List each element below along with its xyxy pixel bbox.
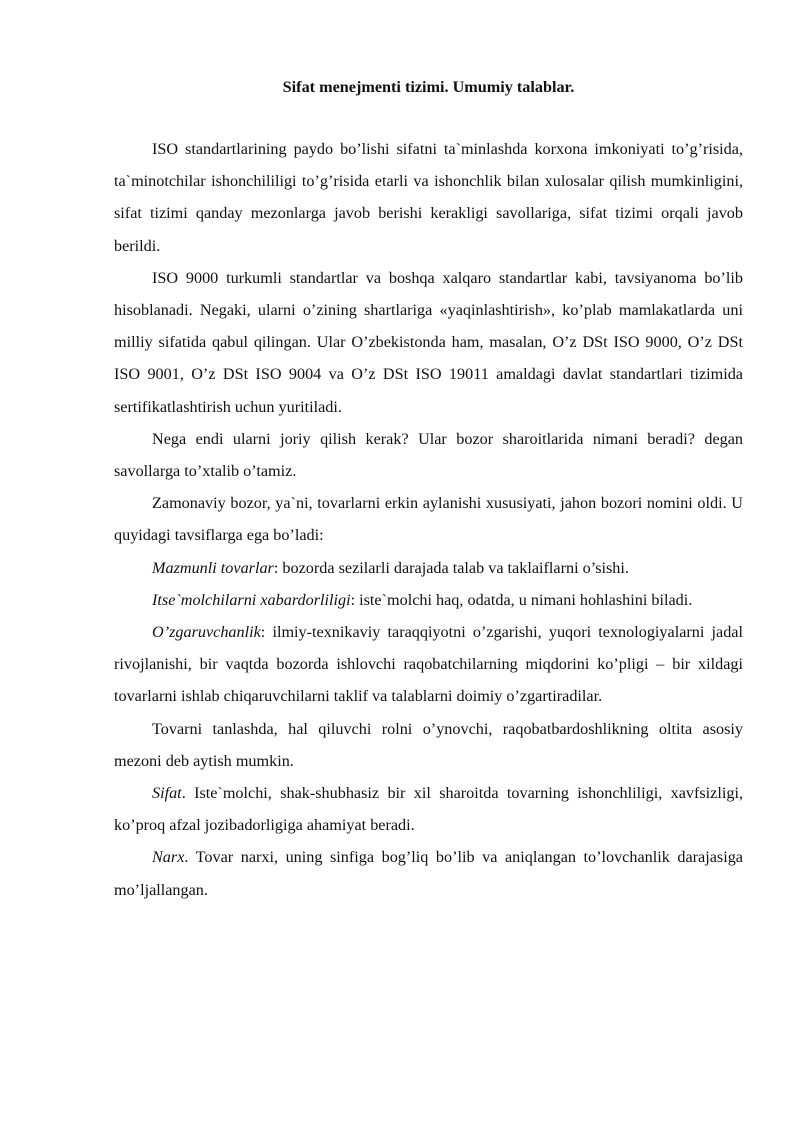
paragraph — [114, 133, 743, 262]
paragraph — [114, 487, 743, 551]
paragraph-text: : bozorda sezilarli darajada talab va taklaiflarni o’sishi. — [273, 558, 629, 577]
paragraph — [114, 713, 743, 777]
paragraph — [114, 777, 743, 841]
paragraph-text: . Iste`molchi, shak-shubhasiz bir xil sharoitda tovarning ishonchliligi, xavfsizligi, ko’proq afzal jozibadorligiga ahamiyat beradi. — [114, 784, 743, 835]
paragraph-text: Tovarni tanlashda, hal qiluvchi rolni o’ynovchi, raqobatbardoshlikning oltita asosiy mezoni deb aytish mumkin. — [114, 719, 743, 770]
paragraph — [114, 262, 743, 423]
italic-term: O’zgaruvchanlik — [152, 623, 261, 642]
paragraph — [114, 584, 743, 616]
italic-term: Sifat — [152, 784, 182, 803]
document-title: Sifat menejmenti tizimi. Umumiy talablar. — [282, 78, 575, 96]
paragraph-text: : ilmiy-texnikaviy taraqqiyotni o’zgarishi, yuqori texnologiyalarni jadal rivojlanishi, bir vaqtda bozorda ishlovchi raqobatchilarning miqdorini ko’pligi – bir xildagi tovarlarni ishlab chiqaruvchilarni taklif va talablarni doimiy o’zgartiradilar. — [114, 623, 743, 706]
italic-term: Mazmunli tovarlar — [152, 558, 274, 577]
paragraph-text: . Tovar narxi, uning sinfiga bog’liq bo’lib va aniqlangan to’lovchanlik darajasiga mo’ljallangan. — [114, 848, 743, 899]
italic-term: Narx — [152, 848, 185, 867]
paragraph-text: ISO 9000 turkumli standartlar va boshqa xalqaro standartlar kabi, tavsiyanoma bo’lib hisoblanadi. Negaki, ularni o’zining shartlariga «yaqinlashtirish», ko’plab mamlakatlarda uni milliy sifatida qabul qilingan. Ular O’zbekistonda ham, masalan, O’z DSt ISO 9000, O’z DSt ISO 9001, O’z DSt ISO 9004 va O’z DSt ISO 19011 amaldagi davlat standartlari tizimida sertifikatlashtirish uchun yuritiladi. — [114, 268, 743, 416]
paragraph-text: Zamonaviy bozor, ya`ni, tovarlarni erkin aylanishi xususiyati, jahon bozori nomini oldi. U quyidagi tavsiflarga ega bo’ladi: — [114, 494, 743, 545]
paragraph — [114, 552, 743, 584]
paragraph-text: ISO standartlarining paydo bo’lishi sifatni ta`minlashda korxona imkoniyati to’g’risida, ta`minotchilar ishonchililigi to’g’risida etarli va ishonchlik bilan xulosalar qilish mumkinligini, sifat tizimi qanday mezonlarga javob berishi kerakligi savollariga, sifat tizimi orqali javob berildi. — [114, 140, 743, 255]
paragraph — [114, 616, 743, 713]
paragraph — [114, 423, 743, 487]
paragraph-text: Nega endi ularni joriy qilish kerak? Ular bozor sharoitlarida nimani beradi? degan savollarga to’xtalib o’tamiz. — [114, 429, 743, 481]
paragraph-text: : iste`molchi haq, odatda, u nimani hohlashini biladi. — [350, 590, 693, 609]
paragraph — [114, 841, 743, 905]
italic-term: Itse`molchilarni xabardorliligi — [152, 590, 351, 609]
